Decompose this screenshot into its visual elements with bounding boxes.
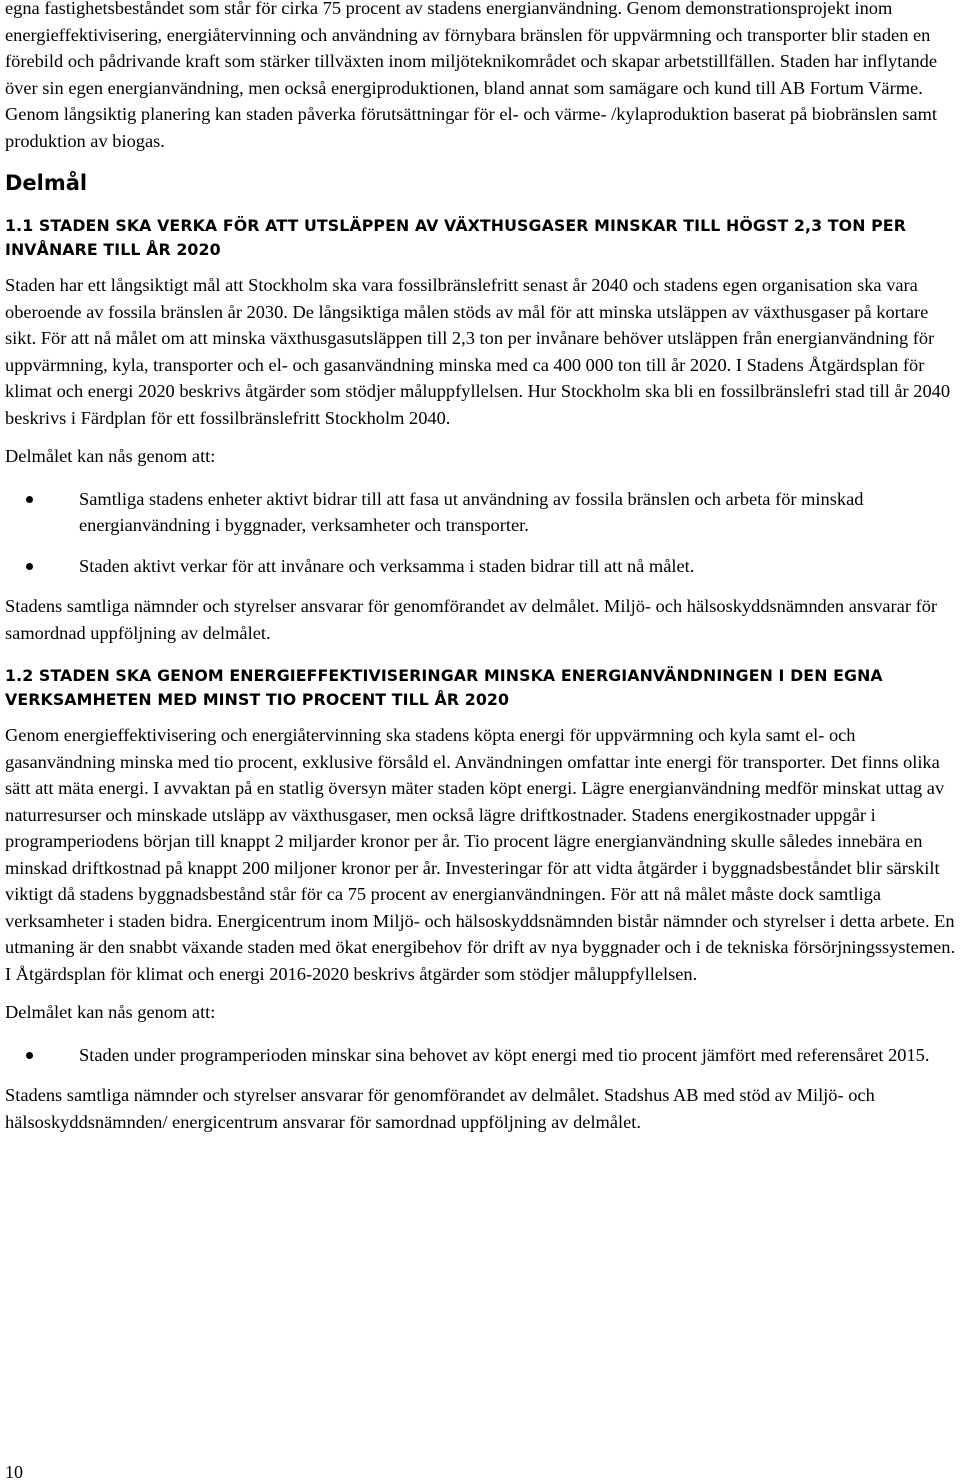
section-title: Delmål — [5, 171, 88, 195]
goal-2-responsibility: Stadens samtliga nämnder och styrelser ansvarar för genomförandet av delmålet. Stadshus AB med stöd av Miljö- och hälsoskyddsnämnden/ energicentrum ansvarar för samordnad uppföljning av delmålet. — [5, 1085, 875, 1132]
list-item-text: Staden under programperioden minskar sina behovet av köpt energi med tio procent jämfört med referensåret 2015. — [79, 1044, 930, 1065]
goal-1-heading: 1.1 STADEN SKA VERKA FÖR ATT UTSLÄPPEN AV VÄXTHUSGASER MINSKAR TILL HÖGST 2,3 TON PER INVÅNARE TILL ÅR 2020 — [5, 216, 906, 259]
intro-text: egna fastighetsbeståndet som står för cirka 75 procent av stadens energianvändning. Genom demonstrationsprojekt inom energieffektivisering, energiåtervinning och användning av förnybara bränslen för uppvärmning och transporter blir staden en förebild och pådrivande kraft som stärker tillväxten inom miljöteknikområdet och skapar arbetstillfällen. — [5, 0, 931, 71]
bullet-icon — [26, 496, 33, 503]
document-page — [5, 0, 957, 1135]
page-number: 10 — [5, 1462, 23, 1482]
goal-2-through-label: Delmålet kan nås genom att: — [5, 1002, 216, 1022]
goal-2-body: Genom energieffektivisering och energiåtervinning ska stadens köpta energi för uppvärmning och kyla samt el- och gasanvändning minska med tio procent, exklusive försåld el. Användningen omfattar inte energi för transporter. Det finns olika sätt att mäta energi. I avvaktan på en statlig översyn mäter staden köpt energi. Lägre energianvändning medför minskat uttag av naturresurser och minskade utsläpp av växthusgaser, men också lägre driftkostnader. Stadens energikostnader uppgår i programperiodens början till knappt 2 miljarder kronor per år. Tio procent lägre energianvändning skulle således innebära en minskad driftkostnad på knappt 200 miljoner kronor per år. Investeringar för att vidta åtgärder i byggnadsbeståndet blir särskilt viktigt då stadens byggnadsbestånd står för ca 75 procent av energianvändningen. För att nå målet måste dock samtliga verksamheter i staden bidra. Energicentrum inom Miljö- och hälsoskyddsnämnden bistår nämnder och styrelser i detta arbete. En utmaning är den snabbt växande staden med ökat energibehov för drift av nya byggnader och i de tekniska försörjningssystemen. I Åtgärdsplan för klimat och energi 2016-2020 beskrivs åtgärder som stödjer måluppfyllelsen. — [5, 725, 956, 984]
goal-1-responsibility: Stadens samtliga nämnder och styrelser ansvarar för genomförandet av delmålet. Miljö- och hälsoskyddsnämnden ansvarar för samordnad uppföljning av delmålet. — [5, 596, 938, 643]
goal-2-bullet-list — [5, 1042, 957, 1069]
list-item-text: Samtliga stadens enheter aktivt bidrar till att fasa ut användning av fossila bränslen och arbeta för minskad energianvändning i byggnader, verksamheter och transporter. — [79, 488, 864, 535]
list-item — [5, 486, 957, 539]
goal-1-through-label: Delmålet kan nås genom att: — [5, 446, 216, 466]
goal-1-bullet-list — [5, 486, 957, 580]
goal-2-heading: 1.2 STADEN SKA GENOM ENERGIEFFEKTIVISERINGAR MINSKA ENERGIANVÄNDNINGEN I DEN EGNA VERKSAMHETEN MED MINST TIO PROCENT TILL ÅR 2020 — [5, 666, 883, 709]
list-item — [5, 553, 957, 580]
intro-text-2: Staden har inflytande över sin egen energianvändning, men också energiproduktionen, bland annat som samägare och kund till AB Fortum Värme. Genom långsiktig planering kan staden påverka förutsättningar för el- och värme- /kylaproduktion baserat på biobränslen samt produktion av biogas. — [5, 51, 938, 151]
goal-1-body: Staden har ett långsiktigt mål att Stockholm ska vara fossilbränslefritt senast år 2040 och stadens egen organisation ska vara oberoende av fossila bränslen år 2030. De långsiktiga målen stöds av mål för att minska utsläppen av växthusgaser på kortare sikt. För att nå målet om att minska växthusgasutsläppen till 2,3 ton per invånare behöver utsläppen från energianvändning för uppvärmning, kyla, transporter och el- och gasanvändning minska med ca 400 000 ton till år 2020. I Stadens Åtgärdsplan för klimat och energi 2020 beskrivs åtgärder som stödjer måluppfyllelsen. Hur Stockholm ska bli en fossilbränslefri stad till år 2040 beskrivs i Färdplan för ett fossilbränslefritt Stockholm 2040. — [5, 275, 951, 428]
list-item-text: Staden aktivt verkar för att invånare och verksamma i staden bidrar till att nå målet. — [79, 555, 695, 576]
intro-section — [5, 0, 957, 154]
list-item — [5, 1042, 957, 1069]
bullet-icon — [26, 1052, 33, 1059]
intro-paragraph — [5, 0, 957, 154]
bullet-icon — [26, 563, 33, 570]
